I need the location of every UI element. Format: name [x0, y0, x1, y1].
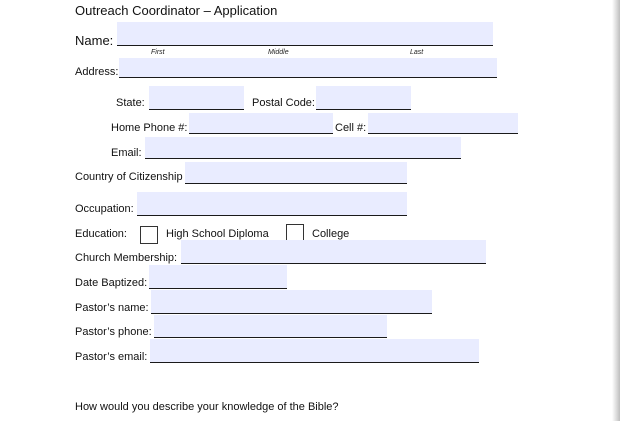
name-first-caption: First	[151, 49, 165, 56]
country-label: Country of Citizenship	[75, 171, 183, 183]
name-last-caption: Last	[410, 49, 424, 56]
bible-knowledge-question: How would you describe your knowledge of the Bible?	[75, 401, 339, 413]
form-title: Outreach Coordinator – Application	[75, 3, 278, 18]
home-phone-field[interactable]	[189, 113, 333, 134]
email-label: Email:	[111, 147, 142, 159]
pastor-email-field[interactable]	[150, 339, 479, 363]
occupation-label: Occupation:	[75, 203, 134, 215]
high-school-checkbox[interactable]	[140, 226, 158, 244]
education-label: Education:	[75, 228, 127, 240]
pastor-name-label: Pastor’s name:	[75, 302, 149, 314]
date-baptized-label: Date Baptized:	[75, 277, 148, 289]
high-school-label: High School Diploma	[166, 228, 269, 240]
postal-code-label: Postal Code:	[252, 97, 315, 109]
pastor-phone-label: Pastor’s phone:	[75, 326, 152, 338]
country-field[interactable]	[185, 162, 407, 184]
state-label: State:	[116, 97, 145, 109]
name-label: Name:	[75, 33, 114, 48]
address-field[interactable]	[119, 58, 497, 78]
address-label: Address:	[75, 66, 119, 78]
email-field[interactable]	[145, 137, 461, 159]
pastor-phone-field[interactable]	[154, 315, 387, 338]
name-field[interactable]	[117, 22, 493, 46]
state-field[interactable]	[149, 86, 244, 110]
date-baptized-field[interactable]	[149, 265, 287, 289]
home-phone-label: Home Phone #:	[111, 122, 188, 134]
pastor-email-label: Pastor’s email:	[75, 351, 148, 363]
name-middle-caption: Middle	[268, 49, 289, 56]
page-edge-shadow	[612, 0, 620, 421]
postal-code-field[interactable]	[316, 86, 411, 110]
cell-label: Cell #:	[335, 122, 367, 134]
college-label: College	[312, 228, 350, 240]
occupation-field[interactable]	[137, 192, 407, 216]
church-membership-field[interactable]	[181, 240, 486, 264]
cell-field[interactable]	[368, 113, 518, 134]
pastor-name-field[interactable]	[151, 290, 432, 314]
church-membership-label: Church Membership:	[75, 252, 178, 264]
